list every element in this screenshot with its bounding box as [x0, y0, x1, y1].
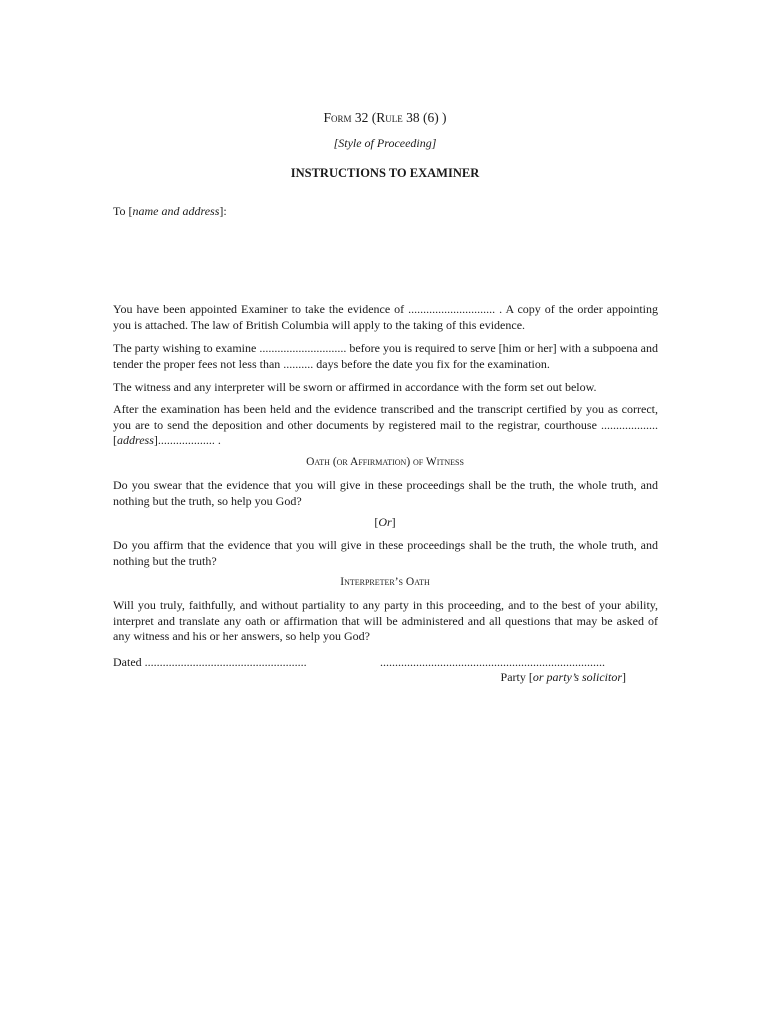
after-exam-text: After the examination has been held and the evidence transcribed and the transcript certified by you as correct, you are to send the deposition and other documents by registered mail to the registrar, courthouse ...................[ — [113, 402, 658, 447]
interpreter-oath-heading: Interpreter’s Oath — [340, 576, 430, 588]
signature-label — [380, 670, 626, 685]
addressee-prefix: To [ — [113, 204, 133, 218]
or-text: Or — [378, 515, 392, 529]
affirm-paragraph: Do you affirm that the evidence that you will give in these proceedings shall be the truth, the whole truth, and nothing but the truth? — [113, 538, 658, 568]
interpreter-oath-paragraph: Will you truly, faithfully, and without partiality to any party in this proceeding, and to the best of your ability, interpret and translate any oath or affirmation that will be administered and all questions that may be asked of any witness and his or her answers, so help you God? — [113, 598, 658, 643]
or-divider — [0, 515, 770, 530]
or-open: [ — [374, 515, 379, 529]
dated-line: Dated ...................................................... — [113, 655, 307, 669]
witness-paragraph: The witness and any interpreter will be sworn or affirmed in accordance with the form set out below. — [113, 380, 597, 394]
party-wishing-paragraph: The party wishing to examine ............................. before you is required to serve [him or her] with a subpoena and tender the proper fees not less than .......... days before the date you fix for the examination. — [113, 341, 658, 371]
addressee-line — [113, 204, 227, 219]
swear-paragraph: Do you swear that the evidence that you will give in these proceedings shall be the truth, the whole truth, and nothing but the truth, so help you God? — [113, 478, 658, 508]
or-close: ] — [391, 515, 396, 529]
party-italic: or party’s solicitor — [532, 670, 622, 684]
address-placeholder: address — [117, 433, 154, 447]
appointment-paragraph: You have been appointed Examiner to take the evidence of ............................. . A copy of the order appointing you is attached. The law of British Columbia will apply to the taking of this evidence. — [113, 302, 658, 332]
after-exam-end: ]................... . — [153, 433, 221, 447]
document-heading: INSTRUCTIONS TO EXAMINER — [290, 166, 480, 180]
addressee-placeholder: name and address — [132, 204, 220, 218]
form-title: Form 32 (Rule 38 (6) ) — [323, 110, 447, 125]
addressee-suffix: ]: — [219, 204, 227, 218]
signature-line: ........................................................................... — [380, 655, 605, 669]
after-exam-paragraph — [113, 402, 658, 449]
style-of-proceeding: [Style of Proceeding] — [333, 136, 437, 150]
oath-heading: Oath (or Affirmation) of Witness — [306, 456, 464, 468]
party-suffix: ] — [622, 670, 626, 684]
party-prefix: Party [ — [500, 670, 533, 684]
